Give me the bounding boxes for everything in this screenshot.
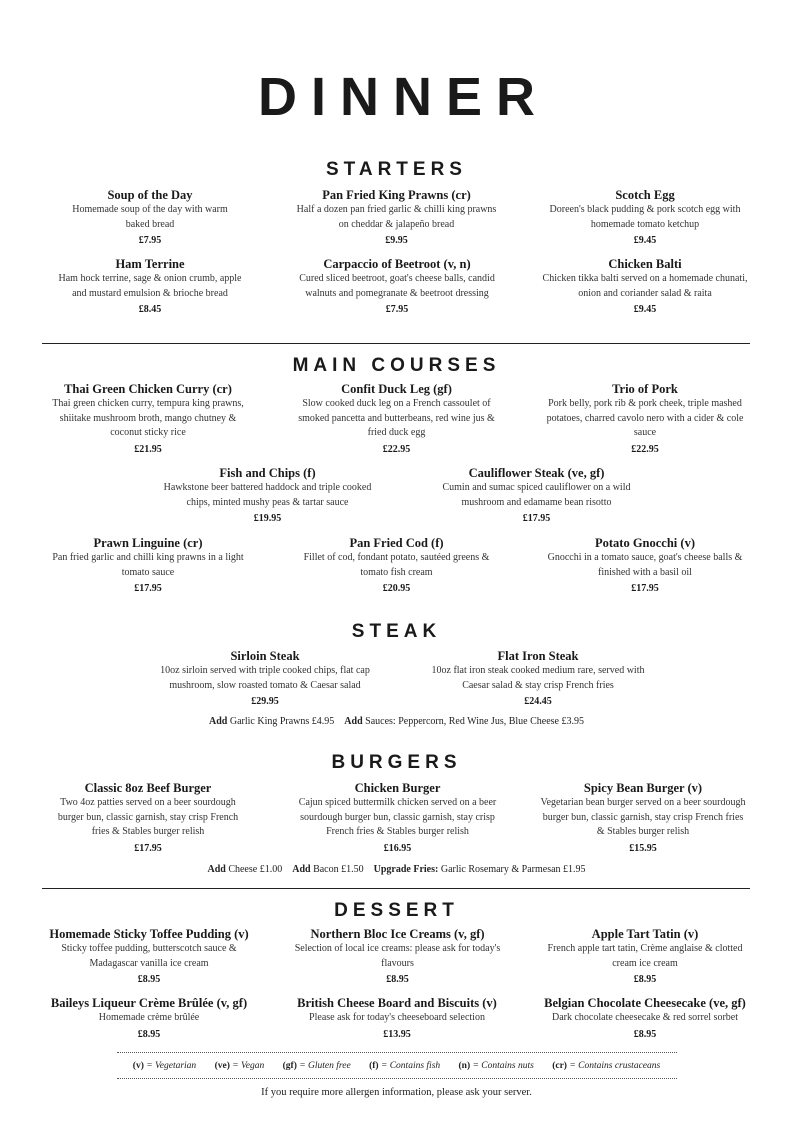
legend-entry — [552, 1061, 660, 1071]
item-name: Northern Bloc Ice Creams (v, gf) — [310, 927, 485, 941]
item-name: Confit Duck Leg (gf) — [341, 382, 452, 396]
item-description: Hawkstone beer battered haddock and triple cooked chips, minted mushy peas & tartar sauce — [163, 482, 372, 508]
item-name: Soup of the Day — [107, 188, 193, 202]
menu-item — [293, 536, 500, 596]
item-name: Pan Fried Cod (f) — [349, 536, 444, 550]
menu-item — [38, 927, 260, 987]
menu-item — [428, 466, 645, 526]
menu-item — [545, 927, 745, 987]
item-name: Baileys Liqueur Crème Brûlée (v, gf) — [50, 996, 248, 1010]
legend-divider-top — [117, 1052, 677, 1053]
extra-label: Add — [207, 864, 226, 875]
menu-item — [540, 257, 750, 317]
item-name: Potato Gnocchi (v) — [595, 536, 695, 550]
menu-item — [48, 382, 248, 457]
menu-item — [293, 188, 500, 248]
steak-extras — [0, 715, 793, 729]
menu-item — [282, 996, 512, 1042]
legend-entry — [133, 1061, 196, 1071]
item-price: £9.45 — [633, 235, 657, 246]
item-description: Half a dozen pan fried garlic & chilli king prawns on cheddar & jalapeño bread — [296, 204, 497, 230]
section-heading-burgers: BURGERS — [331, 752, 462, 773]
item-price: £9.95 — [385, 235, 408, 246]
item-name: Cauliflower Steak (ve, gf) — [468, 466, 605, 480]
menu-item — [52, 536, 244, 596]
item-name: Classic 8oz Beef Burger — [84, 781, 212, 795]
item-price: £7.95 — [385, 304, 409, 315]
item-price: £8.95 — [633, 974, 657, 985]
item-description: Slow cooked duck leg on a French cassoulet of smoked pancetta and butterbeans, red wine jus & fried duck egg — [298, 398, 495, 438]
menu-item — [293, 382, 500, 457]
item-description: Fillet of cod, fondant potato, sautéed greens & tomato fish cream — [303, 552, 490, 578]
item-price: £17.95 — [134, 583, 162, 594]
page-title: DINNER — [257, 67, 549, 127]
item-name: Apple Tart Tatin (v) — [591, 927, 699, 941]
section-heading-main-courses: MAIN COURSES — [292, 355, 501, 376]
item-description: Cumin and sumac spiced cauliflower on a wild mushroom and edamame bean risotto — [442, 482, 631, 508]
item-price: £17.95 — [134, 842, 162, 854]
item-description: Homemade crème brûlée — [98, 1012, 200, 1023]
menu-item — [55, 257, 245, 317]
legend-entry — [369, 1061, 440, 1071]
item-description: Dark chocolate cheesecake & red sorrel sorbet — [551, 1012, 738, 1023]
menu-item — [290, 927, 505, 987]
item-name: Fish and Chips (f) — [219, 466, 316, 480]
item-description: Pork belly, pork rib & pork cheek, triple mashed potatoes, charred cavolo nero with a cider & cole sauce — [546, 398, 744, 438]
item-price: £16.95 — [383, 842, 412, 854]
extra-text: Cheese £1.00 — [228, 864, 283, 875]
legend-code: (ve) — [214, 1061, 230, 1071]
item-description: 10oz sirloin served with triple cooked chips, flat cap mushroom, slow roasted tomato & Caesar salad — [160, 665, 370, 691]
item-name: British Cheese Board and Biscuits (v) — [297, 996, 497, 1010]
item-name: Ham Terrine — [115, 257, 185, 271]
item-price: £8.95 — [386, 974, 409, 985]
extra-text: Garlic King Prawns £4.95 — [229, 716, 335, 727]
allergen-footnote: If you require more allergen information, please ask your server. — [261, 1087, 532, 1098]
item-description: Homemade soup of the day with warm baked bread — [72, 204, 228, 230]
menu-item — [48, 781, 248, 856]
item-price: £8.95 — [633, 1028, 657, 1040]
extra-label: Add — [344, 716, 363, 727]
legend-code: (v) — [132, 1061, 144, 1071]
legend-entry — [283, 1061, 351, 1071]
item-price: £22.95 — [631, 443, 659, 455]
item-name: Spicy Bean Burger (v) — [583, 781, 703, 795]
extra-text: Bacon £1.50 — [313, 864, 364, 875]
item-description: Doreen's black pudding & pork scotch egg with homemade tomato ketchup — [549, 204, 741, 230]
extra-label: Add — [209, 716, 228, 727]
menu-item — [545, 382, 745, 457]
item-name: Trio of Pork — [612, 382, 678, 396]
item-description: Two 4oz patties served on a beer sourdough burger bun, classic garnish, stay crisp French fries & Stables burger relish — [57, 797, 239, 837]
menu-item — [38, 996, 260, 1042]
legend-entry — [215, 1061, 265, 1071]
item-price: £7.95 — [138, 235, 162, 246]
item-description: French apple tart tatin, Crème anglaise & clotted cream ice cream — [547, 943, 743, 969]
item-description: Chicken tikka balti served on a homemade chunati, onion and coriander salad & raita — [542, 273, 748, 299]
allergen-legend — [0, 1059, 793, 1073]
item-name: Homemade Sticky Toffee Pudding (v) — [49, 927, 249, 941]
item-name: Thai Green Chicken Curry (cr) — [64, 382, 232, 396]
item-description: Pan fried garlic and chilli king prawns in a light tomato sauce — [52, 552, 244, 578]
item-price: £29.95 — [251, 696, 279, 707]
extra-text: Sauces: Peppercorn, Red Wine Jus, Blue Cheese £3.95 — [365, 716, 584, 727]
menu-item — [60, 188, 240, 248]
menu-item — [533, 996, 757, 1042]
item-name: Chicken Burger — [354, 781, 441, 795]
menu-item — [545, 536, 745, 596]
item-price: £15.95 — [629, 842, 657, 854]
item-description: Gnocchi in a tomato sauce, goat's cheese balls & finished with a basil oil — [547, 552, 743, 578]
item-price: £17.95 — [631, 583, 659, 594]
item-price: £24.45 — [524, 696, 552, 707]
item-name: Carpaccio of Beetroot (v, n) — [323, 257, 471, 271]
section-heading-steak: STEAK — [351, 621, 442, 642]
legend-text: = Vegetarian — [146, 1061, 197, 1071]
item-name: Belgian Chocolate Cheesecake (ve, gf) — [544, 996, 746, 1010]
item-description: Thai green chicken curry, tempura king prawns, shiitake mushroom broth, mango chutney & coconut sticky rice — [52, 398, 244, 438]
section-heading-starters: STARTERS — [326, 159, 467, 180]
item-price: £17.95 — [522, 513, 551, 524]
section-divider — [42, 343, 750, 344]
extra-label: Upgrade Fries: — [373, 864, 439, 875]
legend-divider-bottom — [117, 1078, 677, 1079]
extra-label: Add — [292, 864, 311, 875]
section-heading-dessert: DESSERT — [334, 900, 459, 921]
menu-item — [295, 257, 499, 317]
menu-item — [418, 649, 658, 709]
item-name: Pan Fried King Prawns (cr) — [322, 188, 471, 202]
legend-code: (gf) — [282, 1061, 297, 1071]
item-name: Sirloin Steak — [230, 649, 300, 663]
burger-extras — [0, 863, 793, 877]
menu-item — [145, 649, 385, 709]
item-name: Prawn Linguine (cr) — [93, 536, 203, 550]
menu-item — [545, 188, 745, 248]
item-name: Flat Iron Steak — [497, 649, 579, 663]
item-description: Cajun spiced buttermilk chicken served on a beer sourdough burger bun, classic garnish, stay crisp French fries & Stables burger relish — [298, 797, 497, 837]
item-description: Ham hock terrine, sage & onion crumb, apple and mustard emulsion & brioche bread — [58, 273, 242, 299]
legend-code: (n) — [458, 1061, 471, 1071]
item-price: £8.95 — [137, 974, 161, 985]
legend-text: = Vegan — [232, 1061, 265, 1071]
extra-text: Garlic Rosemary & Parmesan £1.95 — [440, 864, 586, 875]
item-name: Scotch Egg — [615, 188, 675, 202]
menu-item — [290, 781, 505, 856]
item-price: £22.95 — [382, 443, 411, 455]
legend-code: (cr) — [552, 1061, 567, 1071]
menu-item — [538, 781, 748, 856]
legend-text: = Contains fish — [380, 1061, 441, 1071]
item-price: £20.95 — [382, 583, 411, 594]
item-price: £9.45 — [633, 304, 657, 315]
legend-text: = Contains crustaceans — [569, 1061, 661, 1071]
item-description: Sticky toffee pudding, butterscotch sauce & Madagascar vanilla ice cream — [61, 943, 237, 969]
legend-code: (f) — [369, 1061, 379, 1071]
item-description: Selection of local ice creams: please ask for today's flavours — [294, 943, 501, 969]
item-description: Cured sliced beetroot, goat's cheese balls, candid walnuts and pomegranate & beetroot dressing — [299, 273, 495, 299]
item-price: £8.95 — [137, 1028, 161, 1040]
item-description: Please ask for today's cheeseboard selection — [309, 1012, 485, 1023]
item-price: £8.45 — [138, 304, 162, 315]
item-price: £13.95 — [383, 1028, 411, 1040]
item-description: Vegetarian bean burger served on a beer sourdough burger bun, classic garnish, stay crisp French fries & Stables burger relish — [540, 797, 746, 837]
legend-text: = Contains nuts — [472, 1061, 534, 1071]
legend-text: = Gluten free — [299, 1061, 351, 1071]
section-divider — [42, 888, 750, 889]
item-name: Chicken Balti — [608, 257, 682, 271]
legend-entry — [459, 1061, 534, 1071]
item-price: £21.95 — [134, 443, 162, 455]
menu-item — [160, 466, 375, 526]
item-description: 10oz flat iron steak cooked medium rare, served with Caesar salad & stay crisp French fries — [431, 665, 645, 691]
item-price: £19.95 — [253, 513, 282, 524]
